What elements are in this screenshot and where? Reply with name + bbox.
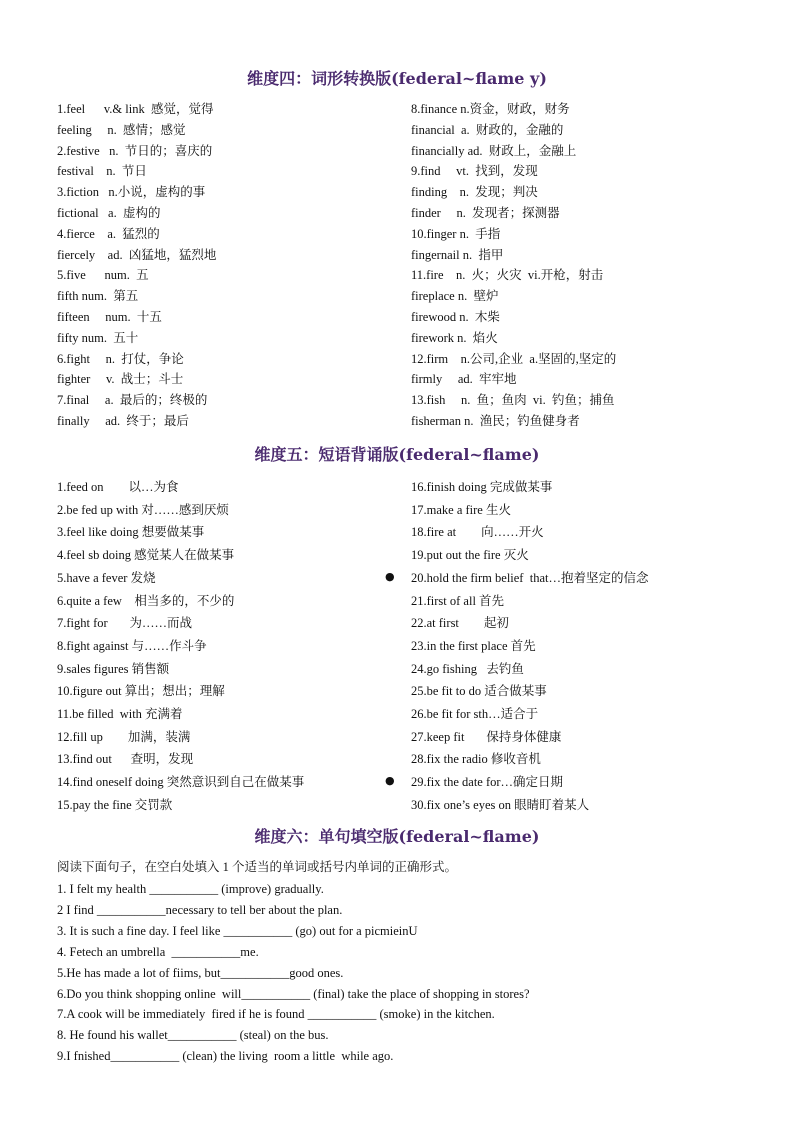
list-item: 20.hold the firm belief that…抱着坚定的信念 xyxy=(411,570,649,585)
section-5-title: 维度五：短语背诵版(federal~flame) xyxy=(254,445,540,464)
list-item: 4. Fetech an umbrella ___________me. xyxy=(57,944,259,959)
list-item: 15.pay the fine 交罚款 xyxy=(57,797,173,812)
list-item: 1.feel v.& link 感觉，觉得 xyxy=(57,102,214,116)
list-item: 19.put out the fire 灭火 xyxy=(411,548,529,563)
section-6-title: 维度六：单句填空版(federal~flame) xyxy=(254,827,540,846)
list-item: 27.keep fit 保持身体健康 xyxy=(411,729,562,744)
list-item: 7.fight for 为……而战 xyxy=(57,616,193,631)
list-item: 22.at first 起初 xyxy=(411,616,509,631)
list-item: 8.finance n.资金，财政，财务 xyxy=(411,102,570,116)
list-item: 6.Do you think shopping online will___________ (final) take the place of shopping in stores? xyxy=(57,986,530,1001)
list-item: 26.be fit for sth…适合于 xyxy=(411,707,539,721)
list-item: 30.fix one’s eyes on 眼睛盯着某人 xyxy=(411,797,590,812)
bullet-icon: ● xyxy=(385,774,395,787)
list-item: 3. It is such a fine day. I feel like ___________ (go) out for a picmieinU xyxy=(57,923,418,938)
list-item: 9.sales figures 销售额 xyxy=(57,661,170,676)
list-item: 2 I find ___________necessary to tell ber about the plan. xyxy=(57,902,343,917)
list-item: fireplace n. 壁炉 xyxy=(411,289,499,304)
list-item: 5.five num. 五 xyxy=(57,268,149,283)
list-item: 4.feel sb doing 感觉某人在做某事 xyxy=(57,548,235,563)
list-item: 1.feed on 以…为食 xyxy=(57,480,179,494)
list-item: fiercely ad. 凶猛地，猛烈地 xyxy=(57,247,217,262)
list-item: 8.fight against 与……作斗争 xyxy=(57,638,207,653)
bullet-icon: ● xyxy=(385,570,395,583)
list-item: 13.fish n. 鱼；鱼肉 vi. 钓鱼；捕鱼 xyxy=(411,393,615,408)
list-item: 6.fight n. 打仗，争论 xyxy=(57,351,184,366)
list-item: 9.find vt. 找到，发现 xyxy=(411,164,538,179)
exercise-instructions: 阅读下面句子，在空白处填入 1 个适当的单词或括号内单词的正确形式。 xyxy=(57,860,458,874)
list-item: 13.find out 查明，发现 xyxy=(57,752,194,767)
list-item: fifty num. 五十 xyxy=(57,330,139,345)
list-item: 29.fix the date for…确定日期 xyxy=(411,775,564,790)
list-item: firewood n. 木柴 xyxy=(411,310,500,324)
list-item: fifteen num. 十五 xyxy=(57,310,162,324)
list-item: 8. He found his wallet___________ (steal) on the bus. xyxy=(57,1028,329,1043)
list-item: 23.in the first place 首先 xyxy=(411,638,536,653)
list-item: financial a. 财政的，金融的 xyxy=(411,122,564,137)
list-item: 18.fire at 向……开火 xyxy=(411,525,544,540)
list-item: fictional a. 虚构的 xyxy=(57,206,161,220)
list-item: feeling n. 感情；感觉 xyxy=(57,122,186,137)
list-item: fisherman n. 渔民；钓鱼健身者 xyxy=(411,414,580,428)
list-item: 11.be filled with 充满着 xyxy=(57,707,183,721)
list-item: fighter v. 战士；斗士 xyxy=(57,372,184,387)
list-item: 2.festive n. 节日的；喜庆的 xyxy=(57,143,213,158)
list-item: 10.figure out 算出；想出；理解 xyxy=(57,684,225,699)
list-item: 7.A cook will be immediately fired if he is found ___________ (smoke) in the kitchen. xyxy=(57,1007,495,1022)
list-item: firmly ad. 牢牢地 xyxy=(411,372,517,387)
list-item: 12.fill up 加满，装满 xyxy=(57,729,191,744)
list-item: 3.feel like doing 想要做某事 xyxy=(57,525,205,540)
list-item: 5.have a fever 发烧 xyxy=(57,570,156,585)
list-item: festival n. 节日 xyxy=(57,164,147,179)
list-item: finally ad. 终于；最后 xyxy=(57,414,189,428)
list-item: fingernail n. 指甲 xyxy=(411,247,504,262)
list-item: 11.fire n. 火；火灾 vi.开枪，射击 xyxy=(411,268,604,283)
section-4-title: 维度四：词形转换版(federal~flame y) xyxy=(247,69,547,88)
list-item: firework n. 焰火 xyxy=(411,330,498,345)
list-item: finder n. 发现者；探测器 xyxy=(411,206,560,220)
list-item: 21.first of all 首先 xyxy=(411,593,505,608)
list-item: 4.fierce a. 猛烈的 xyxy=(57,226,160,241)
list-item: 6.quite a few 相当多的，不少的 xyxy=(57,593,235,608)
list-item: 3.fiction n.小说，虚构的事 xyxy=(57,185,206,200)
list-item: 25.be fit to do 适合做某事 xyxy=(411,684,547,699)
list-item: 1. I felt my health ___________ (improve) gradually. xyxy=(57,882,324,896)
list-item: fifth num. 第五 xyxy=(57,289,139,304)
list-item: 17.make a fire 生火 xyxy=(411,502,511,517)
list-item: 28.fix the radio 修收音机 xyxy=(411,752,541,767)
list-item: 5.He has made a lot of fiims, but___________good ones. xyxy=(57,965,344,980)
list-item: 14.find oneself doing 突然意识到自己在做某事 xyxy=(57,775,305,790)
list-item: 9.I fnished___________ (clean) the living room a little while ago. xyxy=(57,1049,394,1064)
list-item: 12.firm n.公司,企业 a.坚固的,坚定的 xyxy=(411,351,617,366)
list-item: finding n. 发现；判决 xyxy=(411,185,538,200)
list-item: financially ad. 财政上，金融上 xyxy=(411,143,577,158)
list-item: 2.be fed up with 对……感到厌烦 xyxy=(57,502,229,517)
list-item: 16.finish doing 完成做某事 xyxy=(411,480,553,494)
list-item: 24.go fishing 去钓鱼 xyxy=(411,661,524,676)
list-item: 7.final a. 最后的；终极的 xyxy=(57,393,208,408)
list-item: 10.finger n. 手指 xyxy=(411,226,501,241)
